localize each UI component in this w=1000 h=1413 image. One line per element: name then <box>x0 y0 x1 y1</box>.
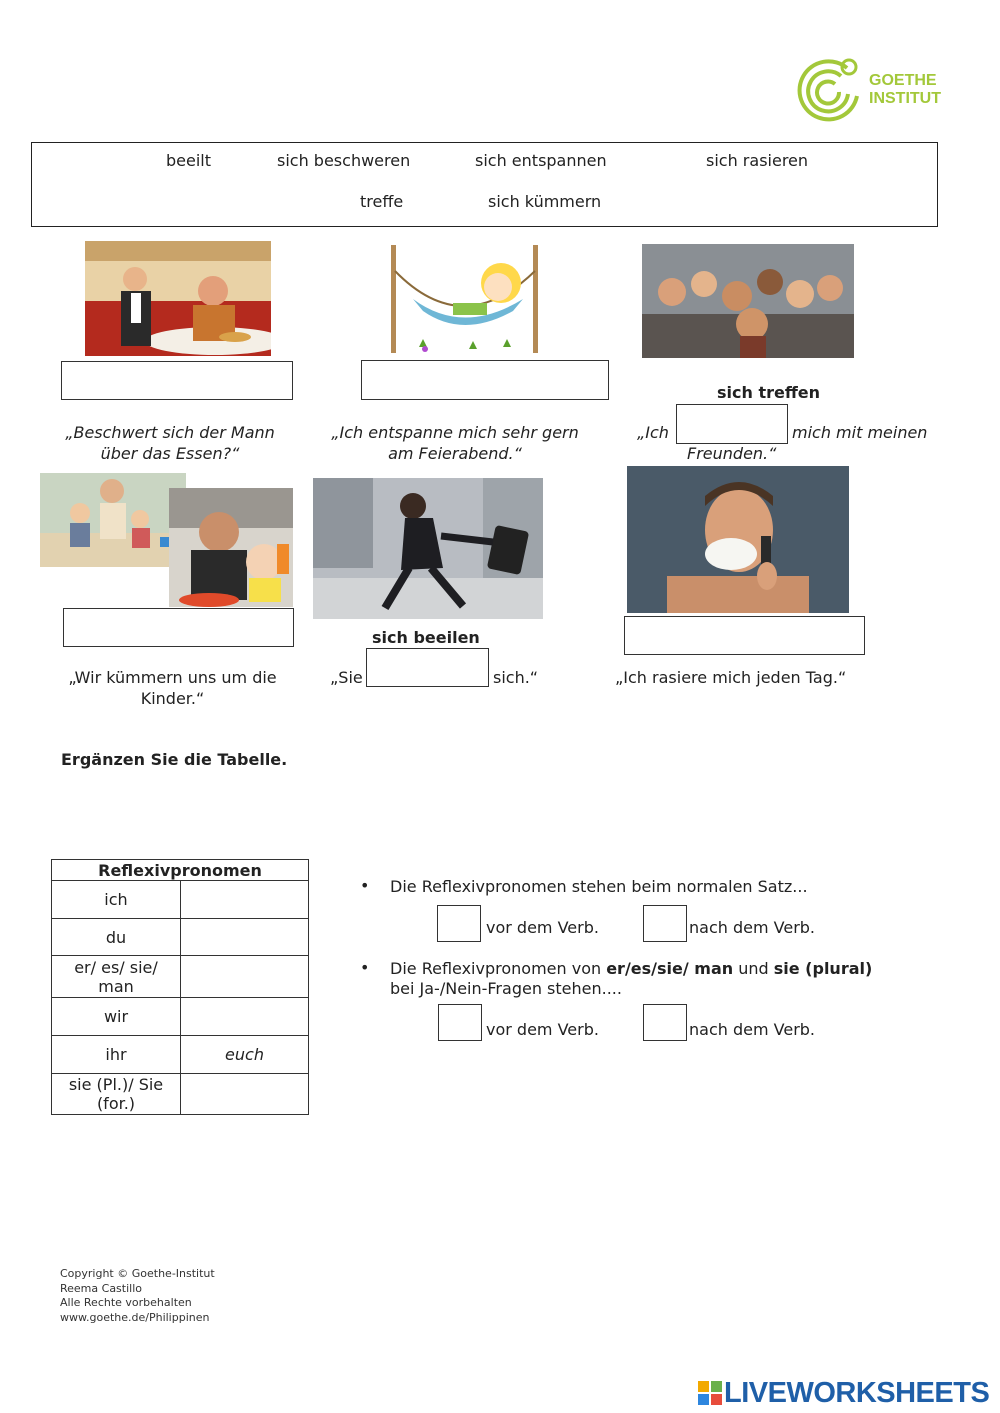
footer-line: Reema Castillo <box>60 1281 143 1295</box>
instruction-heading: Ergänzen Sie die Tabelle. <box>61 750 288 769</box>
liveworksheets-logo-icon <box>698 1381 722 1405</box>
quote-6: „Ich rasiere mich jeden Tag.“ <box>615 668 847 687</box>
footer-line: www.goethe.de/Philippinen <box>60 1310 210 1324</box>
goethe-logo <box>795 56 945 124</box>
quote-3-line2: Freunden.“ <box>687 444 777 463</box>
bullet-1: • <box>360 876 370 895</box>
quote-1-line1: „Beschwert sich der Mann <box>65 423 275 442</box>
answer-cell[interactable] <box>181 998 309 1036</box>
quote-5-pre: „Sie <box>330 668 363 687</box>
answer-field-5[interactable] <box>366 648 489 687</box>
quote-4-line1: „Wir kümmern uns um die <box>68 668 277 687</box>
rule-q2-text: und <box>733 959 774 978</box>
checkbox-q1-after[interactable] <box>643 905 687 942</box>
pronoun-cell: du <box>52 919 181 956</box>
brand-text: LIVEWORKSHEETS <box>724 1376 990 1409</box>
answer-cell[interactable] <box>181 1074 309 1115</box>
word-bank-item[interactable]: sich kümmern <box>488 192 602 211</box>
answer-field-6[interactable] <box>624 616 865 655</box>
rule-question-2 <box>390 959 872 978</box>
quote-3-pre: „Ich <box>637 423 669 442</box>
option-before-1: vor dem Verb. <box>486 918 599 937</box>
option-before-2: vor dem Verb. <box>486 1020 599 1039</box>
table-row <box>52 919 309 956</box>
copyright-footer <box>60 1267 215 1325</box>
checkbox-q2-before[interactable] <box>438 1004 482 1041</box>
childcare-image-left <box>40 473 186 567</box>
rule-q2-bold: er/es/sie/ man <box>606 959 734 978</box>
answer-field-3[interactable] <box>676 404 788 444</box>
word-bank <box>31 142 938 227</box>
answer-field-4[interactable] <box>63 608 294 647</box>
quote-2 <box>315 422 595 464</box>
logo-line1: GOETHE <box>869 72 937 89</box>
answer-cell[interactable] <box>181 881 309 919</box>
table-row <box>52 881 309 919</box>
rule-question-1: Die Reflexivpronomen stehen beim normalen Satz... <box>390 877 808 896</box>
answer-cell[interactable] <box>181 919 309 956</box>
pronoun-cell: wir <box>52 998 181 1036</box>
goethe-logo-icon <box>795 56 865 124</box>
table-header: Reflexivpronomen <box>52 860 309 881</box>
reflexive-pronoun-table <box>51 859 309 1115</box>
pronoun-cell: ich <box>52 881 181 919</box>
quote-2-line1: „Ich entspanne mich sehr gern <box>331 423 579 442</box>
rule-question-2-line2: bei Ja-/Nein-Fragen stehen.... <box>390 979 622 998</box>
pronoun-cell: er/ es/ sie/ man <box>52 956 181 998</box>
quote-4-line2: Kinder.“ <box>140 689 205 708</box>
logo-line2: INSTITUT <box>869 90 941 107</box>
answer-cell[interactable] <box>181 956 309 998</box>
footer-line: Alle Rechte vorbehalten <box>60 1296 192 1309</box>
childcare-image-right <box>169 488 293 607</box>
restaurant-complaint-image <box>85 241 271 356</box>
quote-1 <box>50 422 290 464</box>
quote-3-post: mich mit meinen <box>792 423 928 442</box>
quote-4 <box>50 667 295 709</box>
pronoun-cell: sie (Pl.)/ Sie (for.) <box>52 1074 181 1115</box>
liveworksheets-brand <box>698 1378 989 1408</box>
pronoun-cell: ihr <box>52 1036 181 1074</box>
word-bank-item[interactable]: sich entspannen <box>475 151 607 170</box>
answer-field-2[interactable] <box>361 360 609 400</box>
answer-field-1[interactable] <box>61 361 293 400</box>
friends-selfie-image <box>642 244 854 358</box>
shaving-man-image <box>627 466 849 613</box>
table-row <box>52 1074 309 1115</box>
hammock-image <box>383 241 549 356</box>
footer-line: Copyright © Goethe-Institut <box>60 1267 215 1280</box>
rule-q2-text: Die Reflexivpronomen von <box>390 959 607 978</box>
table-row <box>52 956 309 998</box>
word-bank-item[interactable]: sich rasieren <box>706 151 809 170</box>
option-after-1: nach dem Verb. <box>689 918 816 937</box>
card3-label: sich treffen <box>717 383 821 402</box>
table-row <box>52 998 309 1036</box>
word-bank-item[interactable]: sich beschweren <box>277 151 411 170</box>
card5-label: sich beeilen <box>372 628 480 647</box>
quote-1-line2: über das Essen?“ <box>100 444 240 463</box>
checkbox-q1-before[interactable] <box>437 905 481 942</box>
quote-2-line2: am Feierabend.“ <box>388 444 522 463</box>
word-bank-item[interactable]: treffe <box>360 192 404 211</box>
table-row <box>52 1036 309 1074</box>
option-after-2: nach dem Verb. <box>689 1020 816 1039</box>
hurrying-woman-image <box>313 478 543 619</box>
bullet-2: • <box>360 958 370 977</box>
answer-cell: euch <box>181 1036 309 1074</box>
quote-5-post: sich.“ <box>493 668 539 687</box>
word-bank-item[interactable]: beeilt <box>166 151 212 170</box>
rule-q2-bold: sie (plural) <box>773 959 873 978</box>
checkbox-q2-after[interactable] <box>643 1004 687 1041</box>
